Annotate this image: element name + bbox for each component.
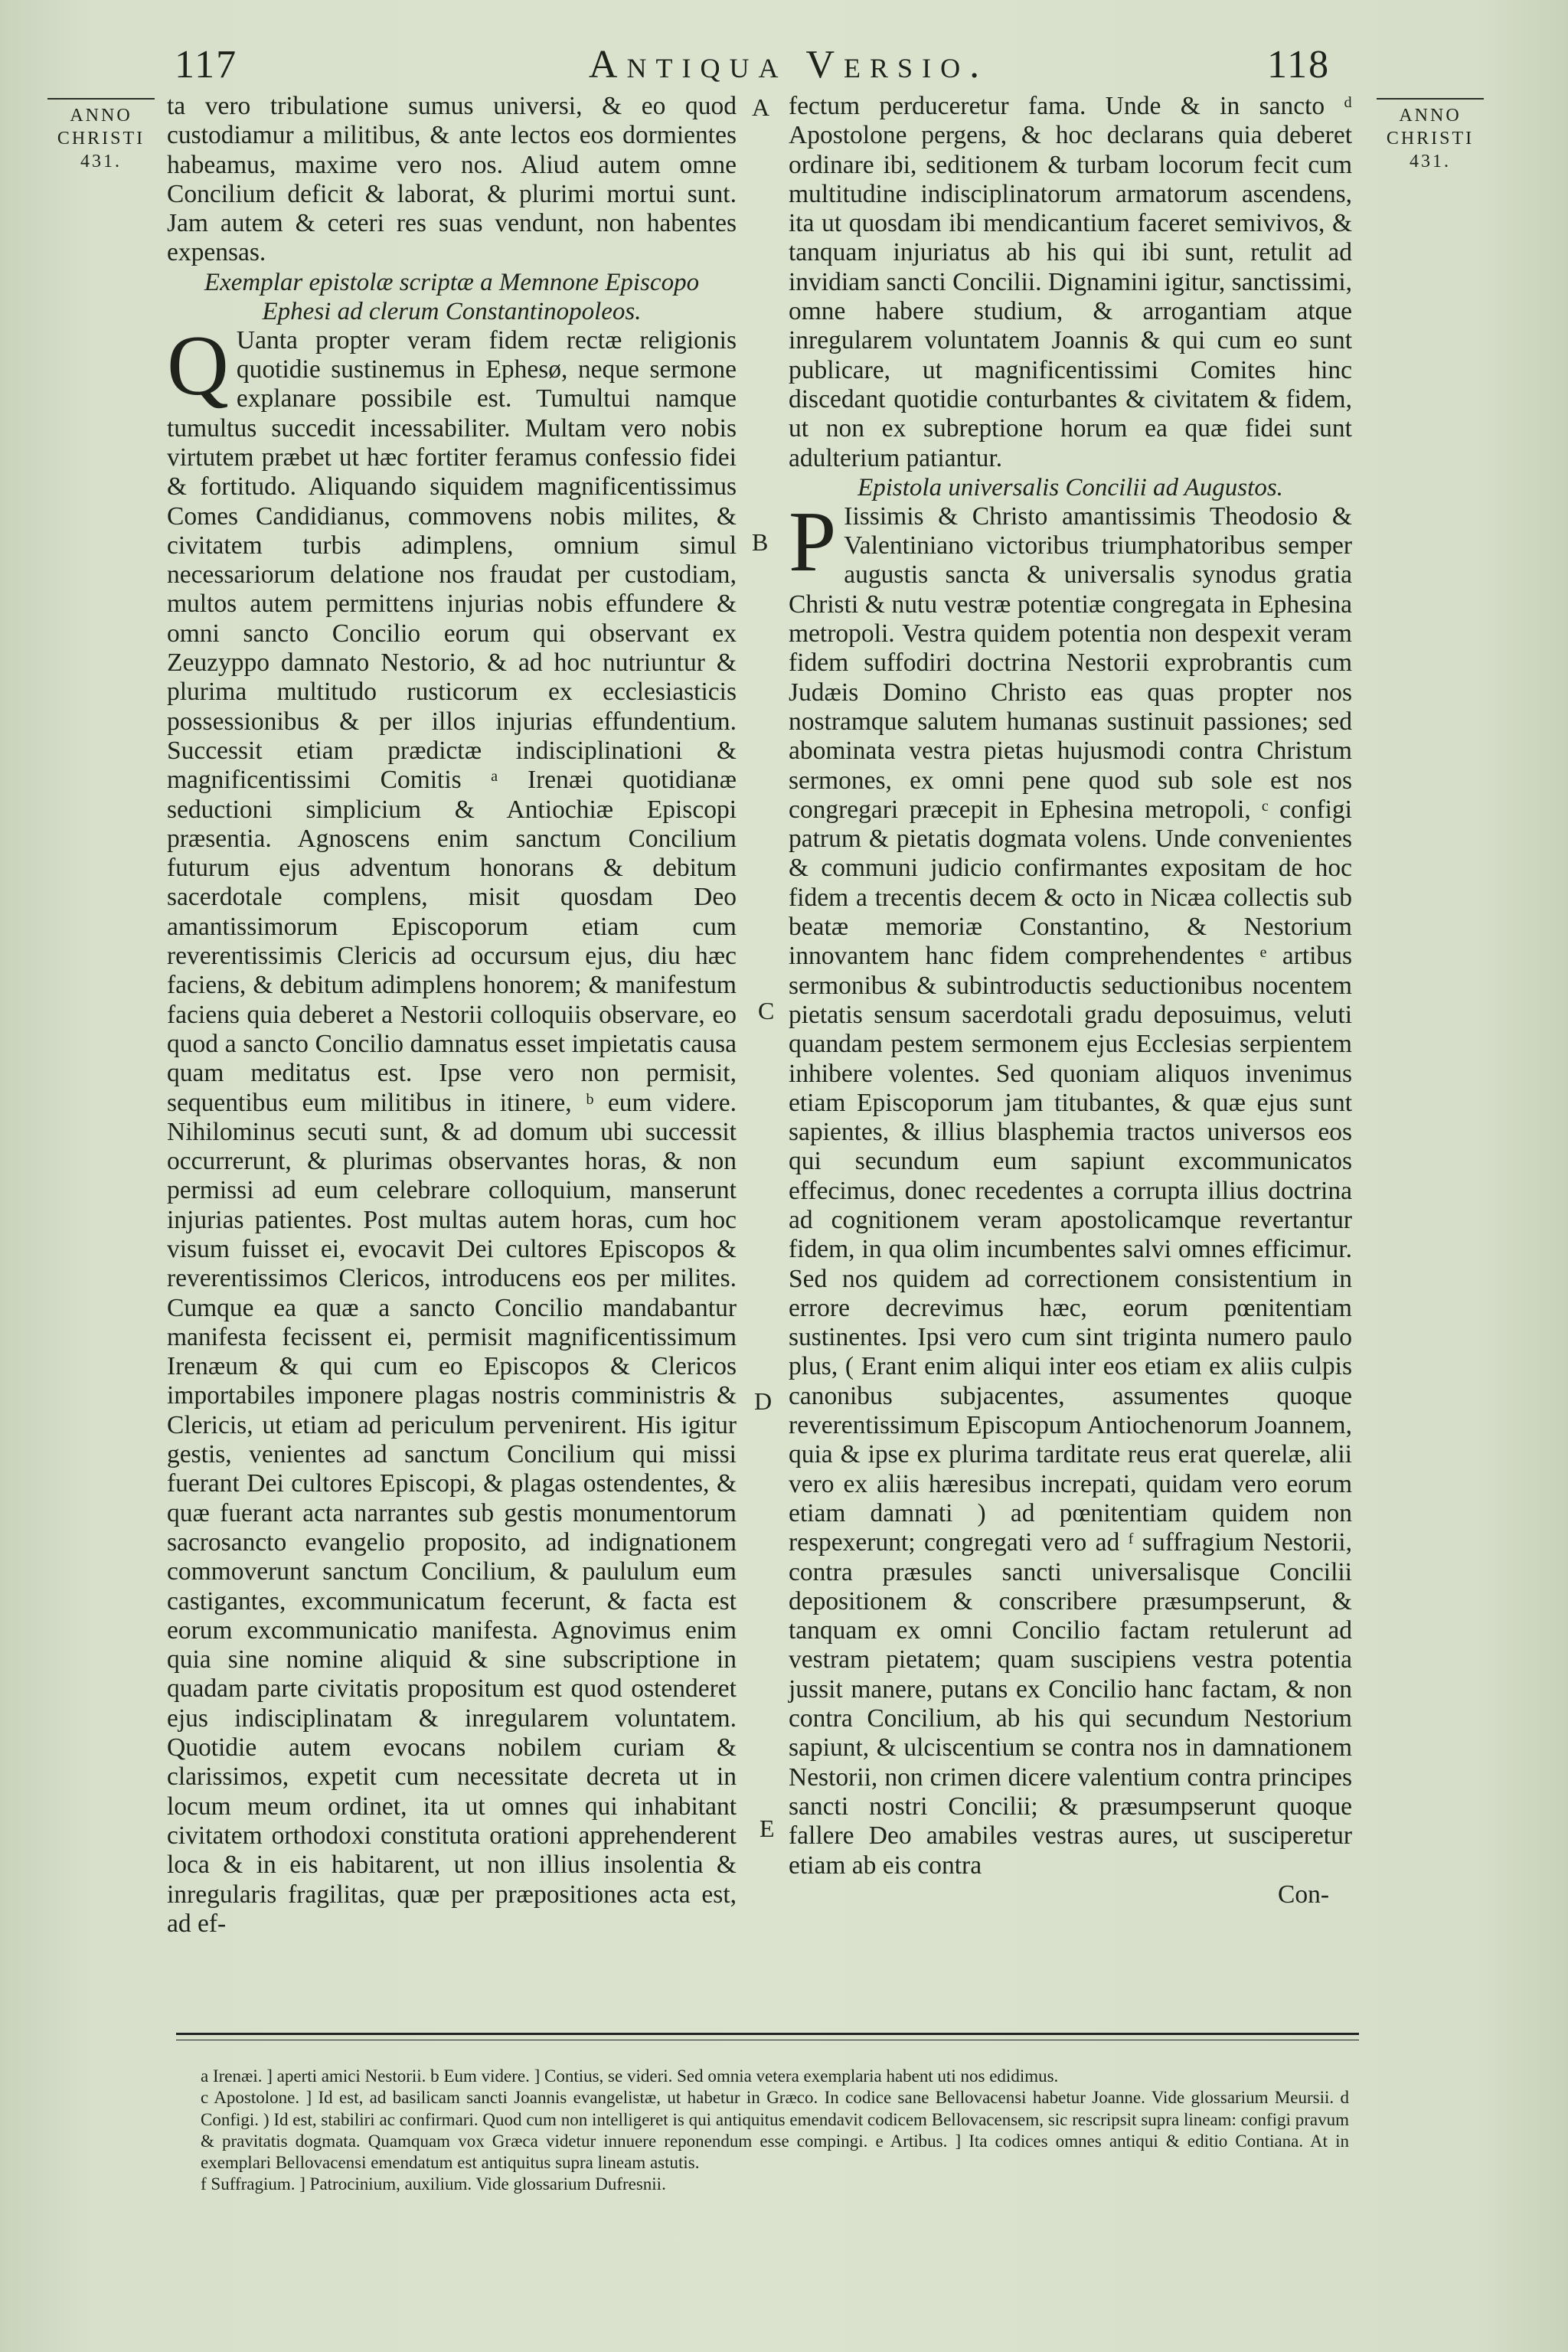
year-note-christi: CHRISTI — [57, 129, 145, 149]
letter-title-memnon: Exemplar epistolæ scriptæ a Memnone Episcopo Ephesi ad clerum Constantinopoleos. — [204, 268, 700, 325]
margin-letter-c: C — [758, 997, 775, 1024]
right-intro-paragraph: fectum perduceretur fama. Unde & in sancto ᵈ Apostolone pergens, & hoc declarans quia deberet ordinare ibi, seditionem & turbam locorum fecit cum multitudine indisciplinatorum armatorum ascendens, ita ut quosdam ibi mendicantium faceret semivivos, & tanquam injuriatus ab his qui ibi sunt, retulit ad invidiam sancti Concilii. Dignamini igitur, sanctissimi, omne habere studium, & arrogantiam atque inregularem voluntatem Joannis & qui cum eo sunt publicare, ut magnificentissimi Comites hinc discedant quotidie conturbantes & civitatem & fidem, ut non ex subreptione horum ea quæ fidei sunt adulterium patiantur. — [789, 92, 1352, 472]
year-note-anno: ANNO — [70, 106, 132, 126]
footnote-line: a Irenæi. ] aperti amici Nestorii. b Eum videre. ] Contius, se videri. Sed omnia vetera exemplaria habent uti nos edidimus. — [201, 2066, 1059, 2086]
right-column — [789, 92, 1352, 1909]
footnote-line: c Apostolone. ] Id est, ad basilicam sancti Joannis evangelistæ, ut habetur in Græco. In codice sane Bellovacensi habetur Joanne. Vide glossarium Meursii. d Configi. ) Id est, stabiliri ac confirmari. Quod cum non intelligeret is qui antiquitus emendavit codicem Bellovacensem, sic rescripsit supra lineam: configi pravum & pravitatis dogmata. Quamquam vox Græca videtur innuere reponendum esse compingi. e Artibus. ] Ita codices omnes antiqui & editio Contiana. At in exemplari Bellovacensi emendatum est antiquitus supra lineam astutis. — [201, 2088, 1349, 2173]
year-note-rule — [47, 98, 155, 100]
year-note-left — [47, 98, 155, 173]
memnon-letter-text: Uanta propter veram fidem rectæ religionis quotidie sustinemus in Ephesø, neque sermone explanare possibile est. Tumultui namque tumultus succedit incessabiliter. Multam vero nobis virtutem præbet ut hæc fortiter feramus confessio fidei & fortitudo. Aliquando siquidem magnificentissimus Comes Candidianus, commovens nobis milites, & civitatem turbis adimplens, omnium simul necessariorum delatione nos fraudat per custodiam, multos autem permittens injurias nobis effundere & omni sancto Concilio eorum qui observant ex Zeuzyppo damnato Nestorio, & ad hoc nutriuntur & plurima multitudo rusticorum ex ecclesiasticis possessionibus & per illos injurias effundentium. Successit etiam prædictæ indisciplinationi & magnificentissimi Comitis ᵃ Irenæi quotidianæ seductioni simplicium & Antiochiæ Episcopi præsentia. Agnoscens enim sanctum Concilium futurum ejus adventum honorans & debitum sacerdotale complens, misit quosdam Deo amantissimorum Episcoporum etiam cum reverentissimis Clericis ad occursum ejus, diu hæc faciens, & debitum adimplens honorem; & manifestum faciens quia deberet a Nestorii colloquiis observare, eo quod a sancto Concilio damnatus esset impietatis causa quam meditatus est. Ipse vero non permisit, sequentibus eum militibus in itinere, ᵇ eum videre. Nihilominus secuti sunt, & ad domum ubi successit occurrerunt, & plurimas observantes horas, & non permissi ad eum celebrare colloquium, manserunt injurias patientes. Post multas autem horas, cum hoc visum fuisset ei, evocavit Dei cultores Episcopos & reverentissimos Clericos, introducens eos per milites. Cumque ea quæ a sancto Concilio mandabantur manifesta fecissent ei, permisit magnificentissimum Irenæum & qui cum eo Episcopos & Clericos importabiles imponere plagas nostris comministris & Clericis, ut etiam ad periculum pervenirent. His igitur gestis, venientes ad sanctum Concilium qui missi fuerant Dei cultores Episcopi, & plagas ostendentes, & quæ fuerant acta narrantes sub gestis monumentorum sacrosancto evangelio proposito, ad indignationem commoverunt sanctum Concilium, & paululum eum castigantes, excommunicatum fecerunt, & facta est eorum excommunicatio manifesta. Agnovimus enim quia sine nomine aliquid & sine subscriptione in quadam parte civitatis propositum est quod ostenderet ejus indisciplinatam & inregularem voluntatem. Quotidie autem evocans nobilem curiam & clarissimos, expetit cum necessitate decreta ut in locum meum ordinet, ita ut omnes qui inhabitant civitatem orthodoxi constituta orationi apprehenderent loca & in eis habitarent, ut non illius insolentia & inregularis fragilitas, quæ per præpositiones acta est, ad ef- — [167, 325, 737, 1938]
year-note-year: 431. — [80, 152, 122, 172]
margin-letter-a: A — [752, 93, 770, 121]
page-number-left: 117 — [175, 43, 238, 87]
running-title: Antiqua Versio. — [588, 43, 989, 87]
footnote-divider — [176, 2033, 1359, 2040]
council-letter-text: Iissimis & Christo amantissimis Theodosio & Valentiniano victoribus triumphatoribus semper augustis sancta & universalis synodus gratia Christi & nutu vestræ potentiæ congregata in Ephesina metropoli. Vestra quidem potentia non despexit veram fidem suffodiri doctrina Nestorii exprobrantis cum Judæis Domino Christo eas quas propter nos nostramque salutem humanas sustinuit passiones; sed abominata vestra pietas hujusmodi contra Christum sermones, ex omni pene quod sub sole est nos congregari præcepit in Ephesina metropoli, ᶜ configi patrum & pietatis dogmata volens. Unde convenientes & communi judicio confirmantes expositam de hoc fidem a trecentis decem & octo in Nicæa collectis sub beatæ memoriæ Constantino, & Nestorium innovantem hanc fidem comprehendentes ᵉ artibus sermonibus & subintroductis seductionibus nocentem pietatis sensum sacerdotali gradu deposuimus, veluti quandam pestem sermonem ejus Ecclesias serpientem inhibere volentes. Sed quoniam aliquos invenimus etiam Episcoporum jam titubantes, & quæ ejus sunt sapientes, & illius blasphemia tractos universos eos qui secundum eum sapiunt excommunicatos effecimus, donec recedentes a corrupta illius doctrina ad cognitionem veram apostolicamque revertantur fidem, in qua olim incumbentes salvi omnes efficimur. Sed nos quidem ad correctionem consistentium in errore decrevimus hæc, eorum pœnitentiam sustinentes. Ipsi vero cum sint triginta numero paulo plus, ( Erant enim aliqui inter eos etiam ex aliis culpis canonibus subjacentes, assumentes quoque reverentissimum Episcopum Antiochenorum Joannem, quia & ipse ex plurima tarditate reus erat querelæ, alii vero ex aliis hæresibus increpati, quidam vero eorum etiam damnati ) ad pœnitentiam quidem non respexerunt; congregati vero ad ᶠ suffragium Nestorii, contra præsules sancti universalisque Concilii depositionem & conscribere præsumpserunt, & tanquam ex omni Concilio factam retulerunt ad vestram pietatem; quam suscipiens vestra potentia jussit manere, putans ex Concilio hanc factam, & non contra Concilium, ab his qui secundum Nestorium sapiunt, & ulciscentium se contra nos in damnationem Nestorii, non crimen dicere valentium contra principes sancti nostri Concilii; & præsumpserunt quoque fallere Deo amabiles vestras aures, ut susciperetur etiam ab eis contra — [789, 501, 1352, 1880]
year-note-anno: ANNO — [1399, 106, 1462, 126]
council-letter-body — [789, 494, 1352, 1880]
drop-cap-q: Q — [167, 318, 229, 413]
margin-letter-e: E — [760, 1815, 775, 1842]
page-number-right: 118 — [1267, 43, 1331, 87]
letter-title-council: Epistola universalis Concilii ad Augustos. — [858, 473, 1283, 501]
margin-letter-b: B — [752, 528, 769, 556]
margin-letter-d: D — [754, 1387, 773, 1415]
year-note-year: 431. — [1410, 152, 1451, 172]
year-note-christi: CHRISTI — [1386, 129, 1475, 149]
year-note-rule — [1377, 98, 1484, 100]
left-intro-paragraph: ta vero tribulatione sumus universi, & eo quod custodiamur a militibus, & ante lectos eos dormientes habeamus, maxime vero nos. Aliud autem omne Concilium deficit & laborat, & plurimi mortui sunt. Jam autem & ceteri res suas vendunt, non habentes expensas. — [167, 92, 737, 267]
footnote-line: f Suffragium. ] Patrocinium, auxilium. Vide glossarium Dufresnii. — [201, 2174, 666, 2194]
left-column — [167, 92, 737, 1939]
catchword: Con- — [1278, 1880, 1329, 1909]
drop-cap-p: P — [789, 494, 837, 590]
memnon-letter-body — [167, 318, 737, 1939]
footnotes — [201, 2066, 1349, 2196]
year-note-right — [1377, 98, 1484, 173]
